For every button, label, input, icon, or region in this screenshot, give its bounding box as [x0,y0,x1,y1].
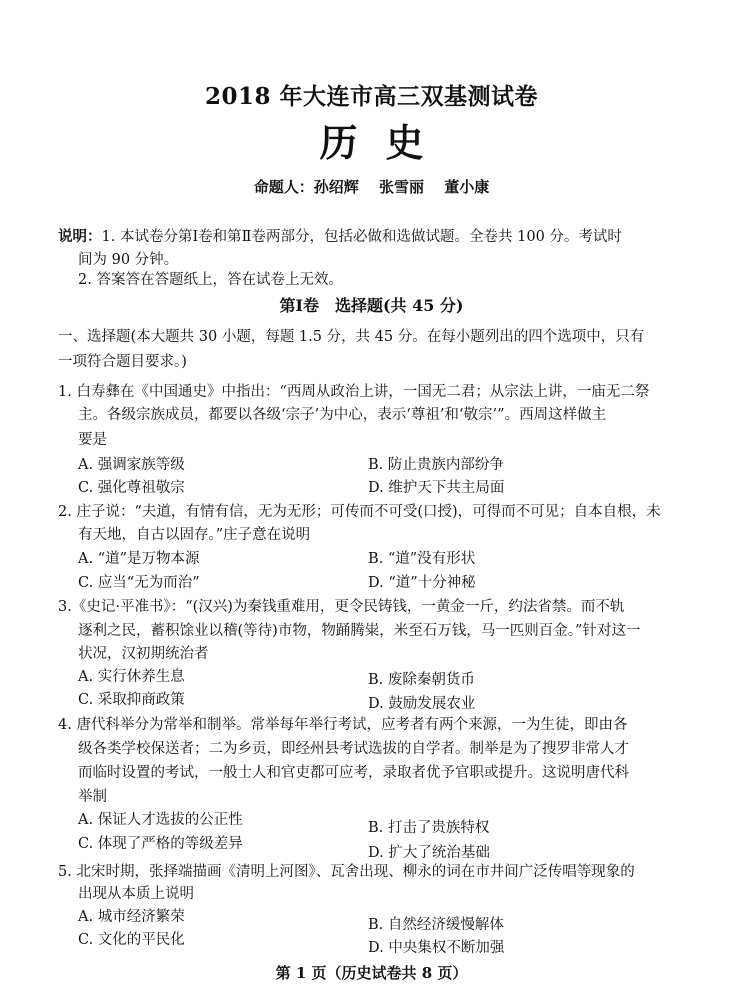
question-3-stem-2: 逐利之民，蓄积馀业以稽(等待)市物，物踊腾粜，米至石万钱，马一匹则百金。”针对这一 [78,623,641,639]
notes-label: 说明： [58,228,102,245]
question-5-option-b: B. 自然经济缓慢解体 [368,917,504,933]
question-5-stem-1: 5. 北宋时期，张择端描画《清明上河图》、瓦舍出现、柳永的词在市井间广泛传唱等现象的 [58,864,635,880]
question-2-option-c: C. 应当“无为而治” [78,575,200,591]
question-2-option-d: D. “道”十分神秘 [368,575,476,591]
question-4-stem-3: 而临时设置的考试，一般士人和官吏都可应考，录取者优予官职或提升。这说明唐代科 [78,765,629,781]
question-1-option-a: A. 强调家族等级 [78,457,185,473]
page-footer: 第 1 页（历史试卷共 8 页） [275,964,468,982]
instructions-line-1: 一、选择题(本大题共 30 小题，每题 1.5 分，共 45 分。在每小题列出的四个选项中，只有 [58,329,645,345]
question-5-stem-2: 出现从本质上说明 [78,886,194,902]
question-1-stem-1: 1. 白寿彝在《中国通史》中指出：“西周从政治上讲，一国无二君；从宗法上讲，一庙无二祭 [58,384,650,400]
notes-text-1: 1. 本试卷分第Ⅰ卷和第Ⅱ卷两部分，包括必做和选做试题。全卷共 100 分。考试时 [101,229,622,245]
notes-line-2: 2. 答案答在答题纸上，答在试卷上无效。 [78,272,343,288]
question-4-stem-4: 举制 [78,789,107,805]
question-1-stem-3: 要是 [78,432,107,448]
question-4-option-a: A. 保证人才选拔的公正性 [78,812,243,828]
section-title: 第Ⅰ卷 选择题(共 45 分) [279,296,464,315]
question-5-option-c: C. 文化的平民化 [78,932,185,948]
subject-title: 历史 [319,120,452,165]
question-3-option-d: D. 鼓励发展农业 [368,696,476,712]
question-3-option-c: C. 采取抑商政策 [78,692,185,708]
authors-line: 命题人：孙绍辉 张雪丽 董小康 [253,178,490,196]
question-4-option-c: C. 体现了严格的等级差异 [78,836,243,852]
question-4-stem-1: 4. 唐代科举分为常举和制举。常举每年举行考试，应考者有两个来源，一为生徒，即由各 [58,717,628,733]
question-3-stem-1: 3.《史记·平准书》：“(汉兴)为秦钱重难用，更令民铸钱，一黄金一斤，约法省禁。而不轨 [58,599,625,615]
question-2-stem-1: 2. 庄子说：“夫道，有情有信，无为无形；可传而不可受(口授)，可得而不可见；自本自根，未 [58,504,661,520]
notes-line-1 [58,227,622,247]
question-4-option-d: D. 扩大了统治基础 [368,845,490,861]
question-3-stem-3: 状况，汉初期统治者 [78,646,209,662]
instructions-line-2: 一项符合题目要求。) [58,354,187,370]
question-4-stem-2: 级各类学校保送者；二为乡贡，即经州县考试选拔的自学者。制举是为了搜罗非常人才 [78,741,629,757]
question-4-option-b: B. 打击了贵族特权 [368,820,490,836]
question-2-stem-2: 有天地，自古以固存。”庄子意在说明 [78,527,311,543]
question-1-option-c: C. 强化尊祖敬宗 [78,480,185,496]
question-5-option-d: D. 中央集权不断加强 [368,940,505,956]
exam-title: 2018 年大连市高三双基测试卷 [204,83,539,110]
question-2-option-b: B. “道”没有形状 [368,551,476,567]
question-1-option-b: B. 防止贵族内部纷争 [368,457,504,473]
question-3-option-b: B. 废除秦朝货币 [368,672,475,688]
question-5-option-a: A. 城市经济繁荣 [78,909,185,925]
notes-line-1b: 间为 90 分钟。 [78,252,179,268]
question-1-stem-2: 主。各级宗族成员，都要以各级‘宗子’为中心，表示‘尊祖’和‘敬宗’”。西周这样做主 [78,407,607,423]
question-2-option-a: A. “道”是万物本源 [78,551,200,567]
question-1-option-d: D. 维护天下共主局面 [368,480,505,496]
question-3-option-a: A. 实行休养生息 [78,669,185,685]
